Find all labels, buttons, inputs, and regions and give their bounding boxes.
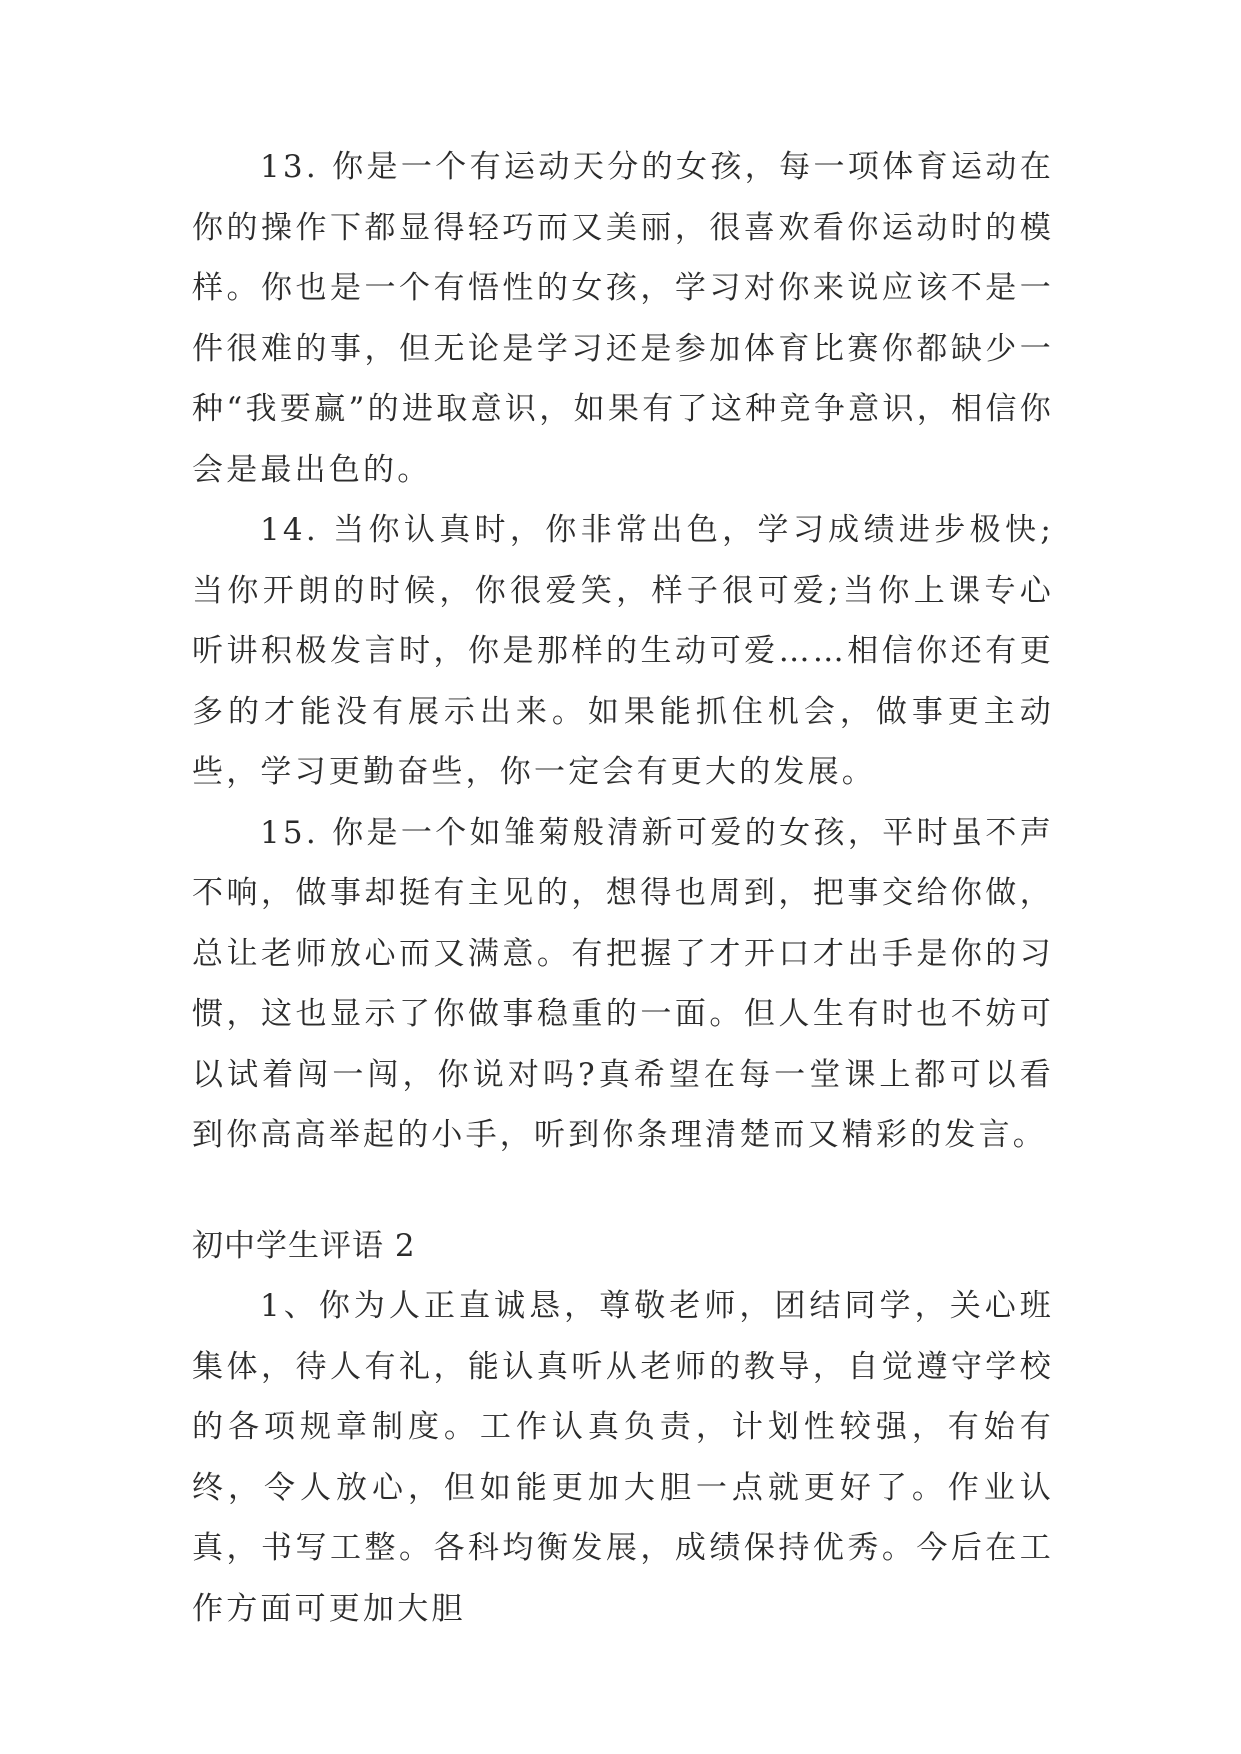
evaluation-list-part-two [192, 1276, 1054, 1639]
evaluation-paragraph-14: 14. 当你认真时，你非常出色，学习成绩进步极快;当你开朗的时候，你很爱笑，样子很可爱;当你上课专心听讲积极发言时，你是那样的生动可爱……相信你还有更多的才能没有展示出来。如果能抓住机会，做事更主动些，学习更勤奋些，你一定会有更大的发展。 [192, 512, 1054, 790]
evaluation-paragraph-1: 1、你为人正直诚恳，尊敬老师，团结同学，关心班集体，待人有礼，能认真听从老师的教导，自觉遵守学校的各项规章制度。工作认真负责，计划性较强，有始有终，令人放心，但如能更加大胆一点就更好了。作业认真，书写工整。各科均衡发展，成绩保持优秀。今后在工作方面可更加大胆 [192, 1288, 1054, 1627]
evaluation-paragraph-15: 15. 你是一个如雏菊般清新可爱的女孩，平时虽不声不响，做事却挺有主见的，想得也周到，把事交给你做，总让老师放心而又满意。有把握了才开口才出手是你的习惯，这也显示了你做事稳重的一面。但人生有时也不妨可以试着闯一闯，你说对吗?真希望在每一堂课上都可以看到你高高举起的小手，听到你条理清楚而又精彩的发言。 [192, 814, 1054, 1153]
section-heading: 初中学生评语 2 [192, 1228, 416, 1264]
evaluation-paragraph-13: 13. 你是一个有运动天分的女孩，每一项体育运动在你的操作下都显得轻巧而又美丽，很喜欢看你运动时的模样。你也是一个有悟性的女孩，学习对你来说应该不是一件很难的事，但无论是学习还是参加体育比赛你都缺少一种“我要赢”的进取意识，如果有了这种竞争意识，相信你会是最出色的。 [192, 149, 1054, 488]
evaluation-list-part-one [192, 137, 1054, 1166]
